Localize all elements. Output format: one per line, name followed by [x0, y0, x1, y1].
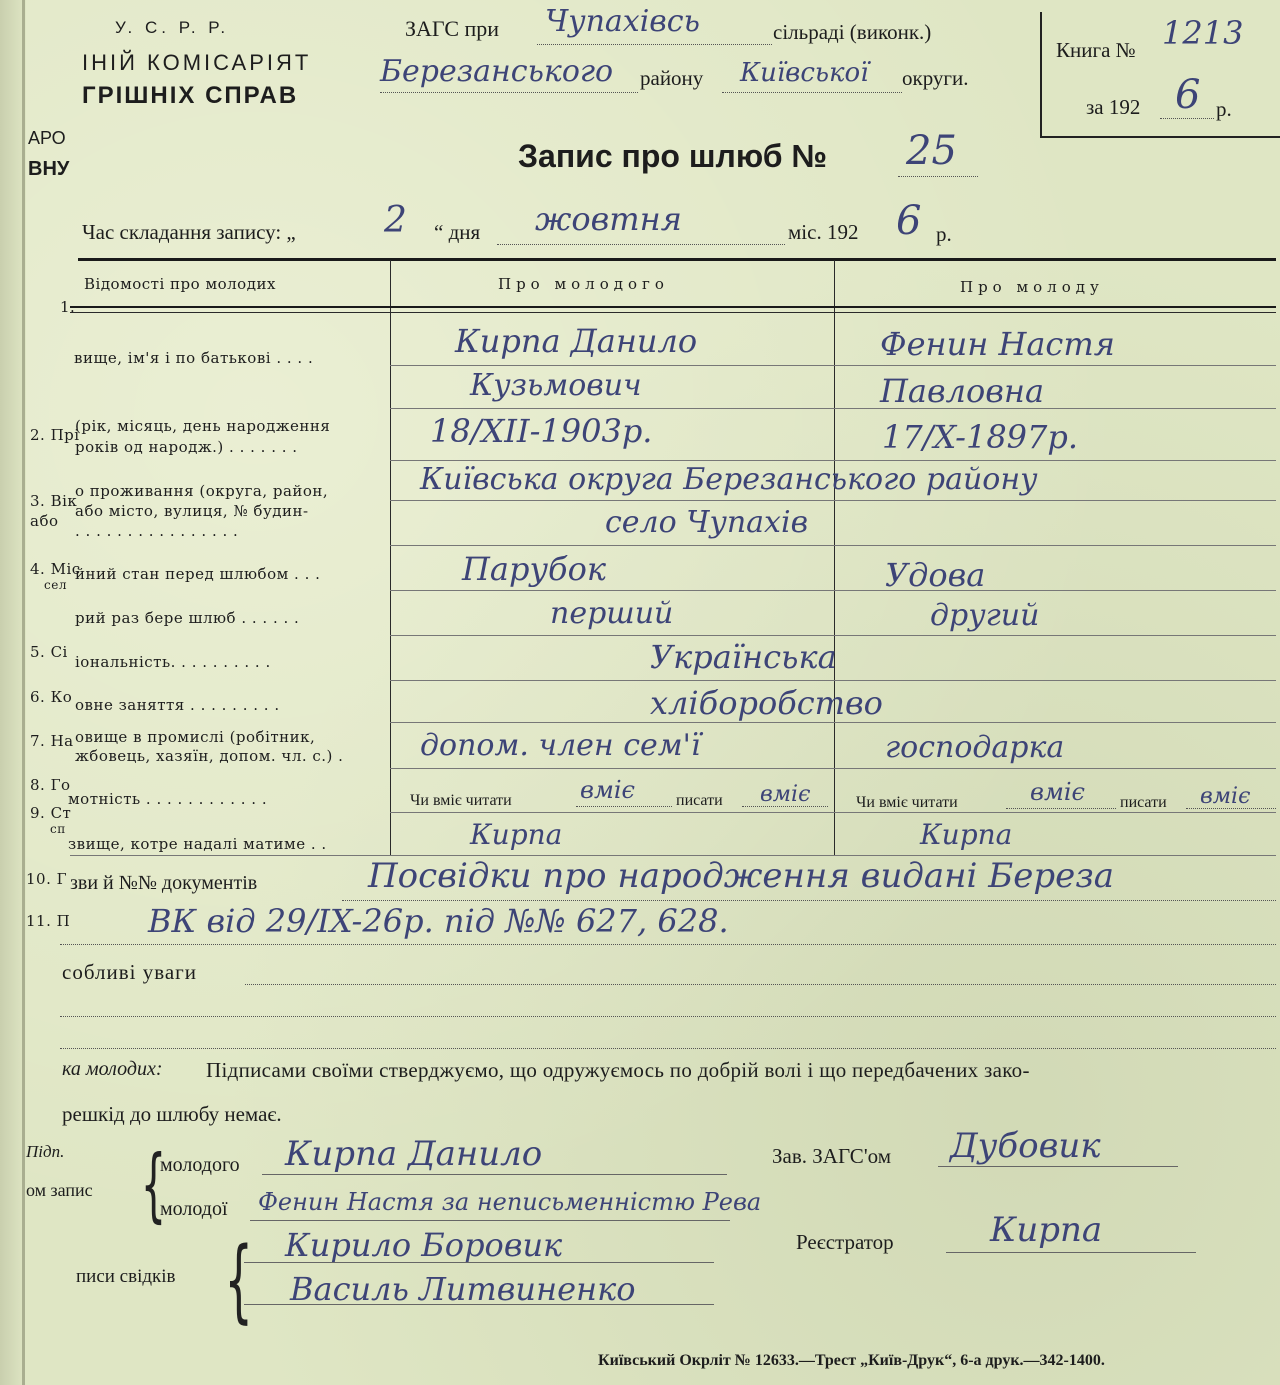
prefix-4b: сел [44, 578, 67, 592]
okruga-suffix: округи. [902, 66, 969, 90]
date-label: Час складання запису: „ [82, 220, 296, 244]
bride-patronymic: Павловна [880, 372, 1045, 410]
table-header-rule-2 [70, 312, 1276, 313]
bride-read-value: вміє [1030, 778, 1085, 806]
prefix-5: 5. Сі [30, 643, 68, 661]
book-box [1040, 12, 1280, 138]
groom-surname: Кирпа Данило [455, 322, 698, 360]
label-position-2: жбовець, хазяїн, допом. чл. с.) . [75, 747, 344, 765]
prefix-8: 8. Го [30, 776, 71, 794]
remarks-line-2 [60, 1016, 1276, 1017]
date-day-handwriting: 2 [384, 200, 407, 241]
groom-marital-status: Парубок [462, 550, 606, 588]
declaration-prefix: ка молодих: [62, 1058, 163, 1080]
occupation-value: хліборобство [650, 684, 883, 722]
record-title: Запис про шлюб № [518, 138, 828, 174]
row-sep-11 [390, 812, 1276, 813]
label-birth-1: (рік, місяць, день народження [75, 417, 331, 435]
binding-shadow [22, 0, 25, 1385]
table-header-rule [70, 306, 1276, 308]
col-header-info: Відомості про молодих [84, 275, 276, 293]
date-day-suffix: “ дня [434, 220, 481, 244]
bride-write-label: писати [1120, 794, 1167, 811]
record-number-line [898, 176, 978, 177]
declaration-text-2: решкід до шлюбу немає. [62, 1102, 282, 1126]
residence-village: село Чупахів [605, 505, 809, 540]
col-header-bride: Про молоду [960, 278, 1104, 296]
date-year-handwriting: 6 [896, 198, 922, 244]
witness-1-line [244, 1262, 714, 1263]
label-residence-3: . . . . . . . . . . . . . . . . [75, 522, 239, 540]
groom-times-married: перший [550, 596, 674, 631]
row-sep-10 [390, 768, 1276, 769]
bride-marital-status: Удова [885, 556, 986, 594]
remarks-line-1 [245, 984, 1276, 985]
groom-new-surname: Кирпа [470, 818, 563, 851]
label-marital: йний стан перед шлюбом . . . [75, 565, 321, 583]
label-new-surname: звище, котре надалі матиме . . [68, 835, 327, 853]
district-suffix: району [640, 66, 704, 90]
registrar-signature: Кирпа [990, 1210, 1103, 1250]
row-sep-3 [390, 460, 1276, 461]
prefix-4: 4. Міс [30, 560, 81, 578]
groom-position: допом. член сем'ї [420, 728, 701, 763]
groom-write-label: писати [676, 792, 723, 809]
groom-birth: 18/XII-1903р. [430, 412, 653, 450]
commissariat-label: ІНІЙ КОМІСАРІЯТ [82, 50, 312, 75]
table-top-rule [78, 258, 1276, 261]
date-month-suffix: міс. 192 [788, 220, 859, 244]
bride-write-line [1186, 808, 1276, 809]
signature-brace-1: { [140, 1138, 167, 1231]
book-number-handwriting: 1213 [1162, 14, 1244, 52]
prefix-11: 11. П [26, 912, 71, 930]
witness-2-line [244, 1304, 714, 1305]
remarks-label: собливі уваги [62, 960, 198, 984]
groom-signature-line [262, 1174, 727, 1175]
row-sep-9 [390, 722, 1276, 723]
ussr-label: У. С. Р. Р. [115, 18, 230, 37]
signature-brace-2: { [224, 1228, 253, 1333]
signature-side-label-1: Підп. [26, 1142, 65, 1161]
groom-write-value: вміє [760, 782, 811, 807]
prefix-7: 7. На [30, 732, 74, 750]
bride-new-surname: Кирпа [920, 818, 1013, 851]
label-nationality: іональність. . . . . . . . . . [75, 653, 271, 671]
prefix-6: 6. Ко [30, 688, 73, 706]
row-sep-7 [390, 635, 1276, 636]
nationality-value: Українська [650, 638, 837, 676]
prefix-3: 3. Вік [30, 492, 78, 510]
witness-2-signature: Василь Литвиненко [290, 1270, 636, 1308]
row-sep-5 [390, 545, 1276, 546]
bride-surname: Фенин Настя [880, 325, 1115, 363]
date-month-line [497, 244, 785, 245]
label-residence-1: о проживання (округа, район, [75, 482, 329, 500]
book-label: Книга № [1056, 38, 1136, 62]
groom-patronymic: Кузьмович [470, 368, 642, 403]
groom-write-line [742, 806, 828, 807]
table-divider-1 [390, 260, 391, 855]
district-fill-line [380, 92, 638, 93]
documents-value-line2: ВК від 29/IX-26р. під №№ 627, 628. [148, 902, 729, 940]
label-birth-2: років од народж.) . . . . . . . [75, 438, 298, 456]
okruga-fill-line [722, 92, 902, 93]
label-occupation: овне заняття . . . . . . . . . [75, 696, 280, 714]
bride-read-label: Чи вміє читати [856, 794, 958, 811]
prefix-10: 10. Г [26, 870, 68, 888]
prefix-9b: сп [50, 822, 66, 836]
record-number-handwriting: 25 [906, 128, 957, 174]
bride-signature-line [250, 1220, 730, 1221]
zags-head-signature: Дубовик [950, 1126, 1101, 1166]
row-sep-1 [390, 365, 1276, 366]
label-times: рий раз бере шлюб . . . . . . [75, 609, 300, 627]
remarks-line-3 [60, 1048, 1276, 1049]
district-handwriting: Березанського [380, 54, 614, 89]
table-divider-2 [834, 260, 835, 855]
documents-line-2 [60, 944, 1276, 945]
declaration-text: Підписами своїми стверджуємо, що одружуємось по добрій волі і що передбачених зако- [206, 1058, 1030, 1082]
bride-birth: 17/X-1897р. [882, 418, 1079, 456]
registrar-label: Реєстратор [796, 1230, 894, 1254]
row-number-1: 1. [60, 298, 76, 316]
residence-okruga: Київська округа Березанського району [420, 462, 1038, 497]
prefix-2: 2. Прі [30, 426, 80, 444]
bride-read-line [1006, 808, 1116, 809]
bride-position: господарка [885, 730, 1065, 765]
documents-label: зви й №№ документів [70, 872, 258, 894]
label-position-1: овище в промислі (робітник, [75, 728, 316, 746]
documents-value-line1: Посвідки про народження видані Береза [368, 856, 1115, 896]
date-year-suffix: р. [936, 222, 952, 246]
witness-1-signature: Кирило Боровик [285, 1226, 563, 1264]
department-label: ГРІШНІХ СПРАВ [82, 82, 299, 109]
witnesses-label: писи свідків [76, 1266, 176, 1287]
row-sep-4 [390, 500, 1276, 501]
margin-text-top1: АРО [28, 128, 66, 148]
row-sep-2 [390, 408, 1276, 409]
book-year-prefix: за 192 [1086, 95, 1141, 119]
col-header-groom: Про молодого [498, 275, 669, 293]
signature-side-label-2: ом запис [26, 1180, 93, 1200]
village-fill-line [537, 44, 772, 45]
groom-read-line [576, 806, 672, 807]
printer-footer: Київський Окрліт № 12633.—Трест „Київ-Друк“, 6-а друк.—342-1400. [598, 1352, 1105, 1369]
zags-head-label: Зав. ЗАГС'ом [772, 1144, 891, 1168]
row-sep-8 [390, 680, 1276, 681]
bride-signature: Фенин Настя за неписьменністю Рева [258, 1188, 762, 1216]
groom-read-value: вміє [580, 776, 635, 804]
bride-signature-label: молодої [160, 1198, 228, 1220]
book-year-fill-line [1160, 118, 1214, 119]
margin-text-top2: ВНУ [28, 158, 70, 180]
groom-signature-label: молодого [160, 1154, 240, 1176]
okruga-handwriting: Київської [740, 58, 869, 88]
label-surname: вище, ім'я і по батькові . . . . [74, 349, 314, 367]
bride-times-married: другий [930, 598, 1040, 633]
village-handwriting: Чупахівсь [545, 4, 700, 39]
date-month-handwriting: жовтня [535, 200, 682, 238]
prefix-3b: або [30, 512, 59, 530]
label-literacy: мотність . . . . . . . . . . . . [68, 790, 268, 808]
label-residence-2: або місто, вулиця, № будин- [75, 502, 309, 520]
book-year-handwriting: 6 [1175, 72, 1201, 118]
zags-head-line [938, 1166, 1178, 1167]
row-sep-6 [390, 590, 1276, 591]
book-year-suffix: р. [1216, 97, 1232, 121]
groom-signature: Кирпа Данило [285, 1134, 543, 1174]
registrar-line [946, 1252, 1196, 1253]
documents-line-1 [342, 900, 1276, 901]
bride-write-value: вміє [1200, 784, 1251, 809]
prefix-9: 9. Ст [30, 804, 72, 822]
groom-read-label: Чи вміє читати [410, 792, 512, 809]
zags-prefix: ЗАГС при [405, 16, 500, 41]
village-suffix: сільраді (виконк.) [773, 20, 932, 44]
